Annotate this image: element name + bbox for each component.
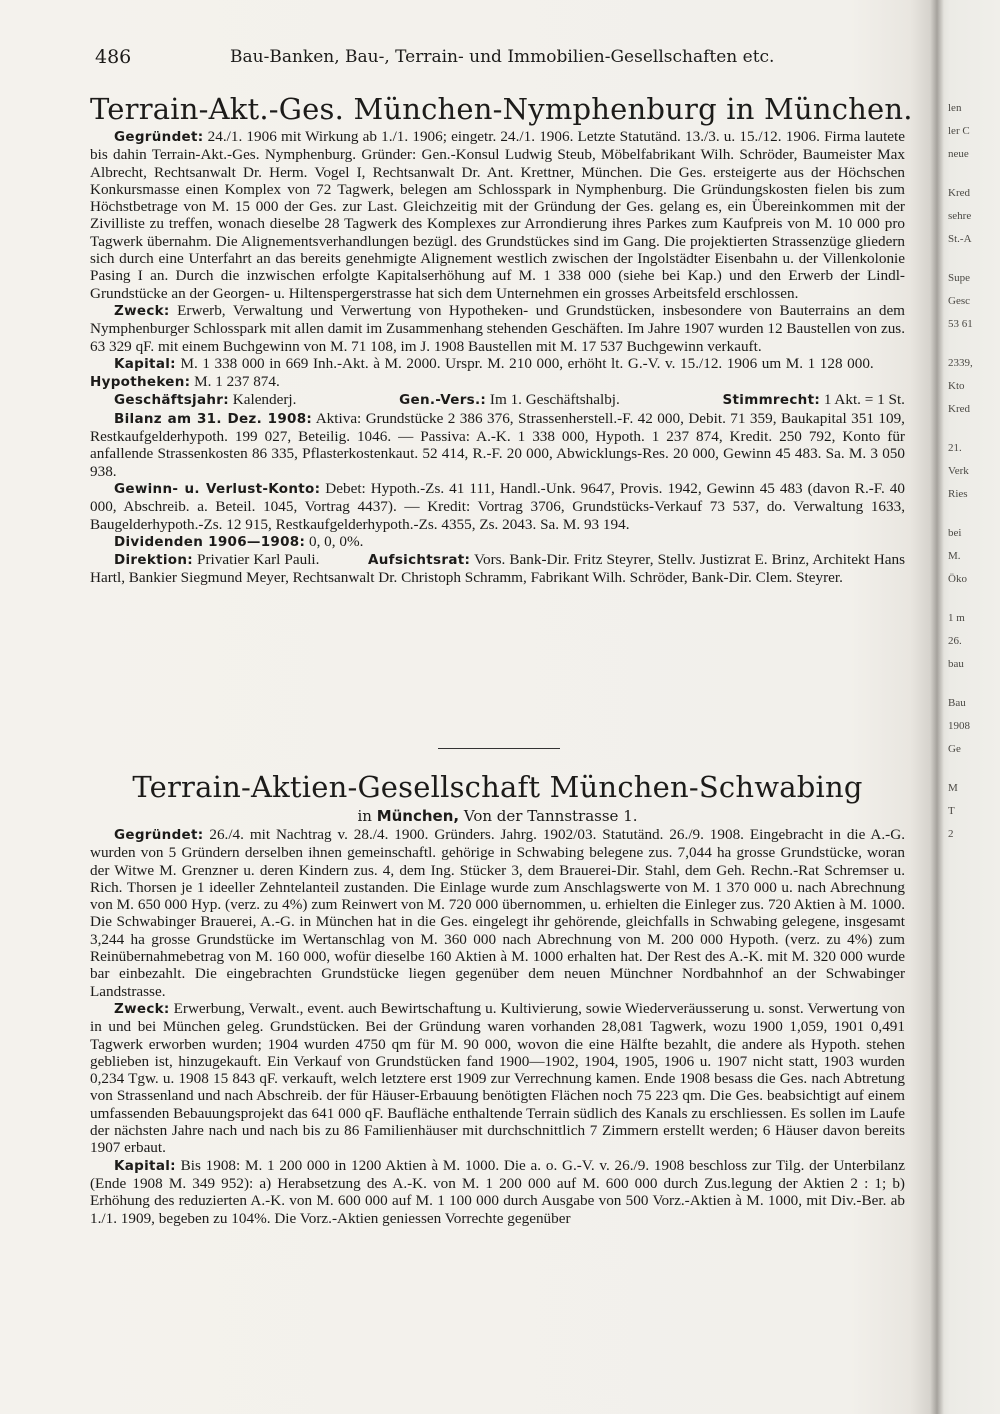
text-bilanz: Aktiva: Grundstücke 2 386 376, Strassenherstell.-F. 42 000, Debit. 71 359, Baukapital 351 109, Restkaufgelderhypoth. 199 027, Beteilig. 1046. — Passiva: A.-K. 1 338 000, Hypoth. 1 237 874, Kredit. 250 792, Konto für anfallende Strassenkosten 86 335, Pflasterkostenkaut. 52 414, R.-F. 20 000, Abwicklungs-Res. 20 000, Gewinn 45 483. Sa. M. 3 050 938. xyxy=(90,409,905,480)
adjacent-page-fragment: 2339, xyxy=(948,357,973,369)
adjacent-page-fragment: Ries xyxy=(948,488,968,500)
text-genvers: Im 1. Geschäftshalbj. xyxy=(489,391,620,409)
subtitle-prefix: in xyxy=(357,807,372,825)
label-zweck: Zweck: xyxy=(114,1000,170,1017)
text-zweck: Erwerbung, Verwalt., event. auch Bewirtschaftung u. Kultivierung, sowie Wiederveräusserung u. sonst. Verwertung von in und bei München geleg. Grundstücken. Bei der Gründung waren vorhanden 28,081 Tagwerk, wozu 1900 1,059, 1901 0,491 Tagwerk erworben wurden; 1904 wurden 4750 qm für M. 90 000, wovon die eine Hälfte bezahlt, die andere als Hypoth. stehen geblieben ist, hinzugekauft. Ein Verkauf von Grundstücken fand 1900—1902, 1904, 1905, 1906 u. 1907 nicht statt, 1903 wurden 0,234 Tgw. u. 1908 15 843 qF. verkauft, welch letztere erst 1909 zur Verrechnung kamen. Ende 1908 besass die Ges. nach Abtretung von Strassenland und nach Abschreib. der für Häuser-Erbauung benötigten Flächen noch 75 223 qm. Die Ges. beabsichtigt auf einem umfassenden Bebauungsprojekt das 641 000 qF. Baufläche enthaltende Terrain südlich des Kanals zu erschliessen. Es sollen im Laufe der nächsten Jahre nach und nach bis zu 86 Familienhäuser mit durchschnittlich 7 Zimmern erstellt werden; 6 Häuser davon bereits 1907 erbaut. xyxy=(90,999,906,1157)
label-bilanz: Bilanz am 31. Dez. 1908: xyxy=(114,410,313,427)
running-head: Bau-Banken, Bau-, Terrain- und Immobilien-Gesellschaften etc. xyxy=(230,47,775,67)
article-title: Terrain-Aktien-Gesellschaft München-Schwabing xyxy=(132,770,863,804)
geschaeftsjahr xyxy=(114,391,296,409)
article-title: Terrain-Akt.-Ges. München-Nymphenburg in München. xyxy=(90,92,913,126)
page-fold-shadow xyxy=(930,0,944,1414)
adjacent-page-fragment: Supe xyxy=(948,272,970,284)
section-kapital xyxy=(90,1157,905,1227)
label-aufsichtsrat: Aufsichtsrat: xyxy=(367,552,471,569)
subtitle-address: Von der Tannstrasse 1. xyxy=(463,807,638,825)
section-zweck xyxy=(90,302,905,355)
adjacent-page-fragment: ler C xyxy=(948,125,970,137)
adjacent-page-fragment: sehre xyxy=(948,210,972,222)
label-gegruendet: Gegründet: xyxy=(114,827,204,843)
section-meta-row xyxy=(90,391,905,409)
adjacent-page-fragment: M. xyxy=(948,550,961,562)
stimmrecht xyxy=(723,391,905,409)
adjacent-page-strip xyxy=(948,100,1000,1400)
section-kapital xyxy=(90,355,905,392)
label-gegruendet: Gegründet: xyxy=(114,129,204,145)
article-body xyxy=(90,826,905,1227)
genvers xyxy=(399,391,620,409)
section-gegruendet xyxy=(90,826,905,1000)
adjacent-page-fragment: Bau xyxy=(948,697,966,709)
label-genvers: Gen.-Vers.: xyxy=(399,392,487,409)
section-direktion xyxy=(90,551,905,587)
section-zweck xyxy=(90,1000,905,1157)
adjacent-page-fragment: 53 61 xyxy=(948,318,973,330)
label-stimmrecht: Stimmrecht: xyxy=(722,392,821,409)
section-separator xyxy=(438,748,560,749)
label-dividenden: Dividenden 1906—1908: xyxy=(114,533,306,550)
page-number: 486 xyxy=(95,46,132,68)
adjacent-page-fragment: Öko xyxy=(948,573,967,585)
article-body xyxy=(90,128,905,587)
subtitle-city: München, xyxy=(376,807,460,825)
adjacent-page-fragment: Gesc xyxy=(948,295,970,307)
adjacent-page-fragment: Kred xyxy=(948,187,970,199)
text-aufsichtsrat: Vors. Bank-Dir. Fritz Steyrer, Stellv. Justizrat E. Brinz, Architekt Hans Hartl, Bankier Siegmund Meyer, Rechtsanwalt Dr. Christoph Schramm, Fabrikant Wilh. Schröder, Bank-Dir. Clem. Steyrer. xyxy=(90,551,906,587)
adjacent-page-fragment: Ge xyxy=(948,743,961,755)
adjacent-page-fragment: len xyxy=(948,102,962,114)
article-schwabing xyxy=(90,768,905,1227)
label-kapital: Kapital: xyxy=(114,1157,176,1174)
text-gegruendet: 24./1. 1906 mit Wirkung ab 1./1. 1906; eingetr. 24./1. 1906. Letzte Statutänd. 13./3. u. 15./12. 1906. Firma lautete bis dahin Terrain-Akt.-Ges. Nymphenburg. Gründer: Gen.-Konsul Ludwig Steub, Möbelfabrikant Wilh. Schröder, Baumeister Max Albrecht, Rechtsanwalt Dr. Herm. Vogel I, Rechtsanwalt Dr. Ant. Krettner, München. Die Ges. ersteigerte aus der Höchschen Konkursmasse einen Komplex von 72 Tagwerk, belegen am Schlosspark in Nymphenburg. Die Gründungskosten fielen bis zum Höchstbetrage von M. 15 000 der Ges. zur Last. Gleichzeitig mit der Gründung der Ges. gelang es, ein Übereinkommen mit der Zivilliste zu treffen, wonach dieselbe 28 Tagwerk des Komplexes zur Arrondierung ihres Parkes zum Kaufpreis von M. 10 000 pro Tagwerk übernahm. Die Alignementsverhandlungen bezügl. des Grundstückes sind im Gang. Die projektierten Strassenzüge gliedern sich durch eine Unterfahrt an das bereits genehmigte Alignement westlich zwischen der Ingolstädter Eisenbahn u. der Villenkolonie Pasing I an. Durch die inzwischen erfolgte Kapitalserhöhung auf M. 1 338 000 (siehe bei Kap.) und den Erwerb der Lindl-Grundstücke an der Georgen- u. Hiltenspergerstrasse hat sich dem Unternehmen ein grosses Arbeitsfeld erschlossen. xyxy=(90,128,906,302)
text-gegruendet: 26./4. mit Nachtrag v. 28./4. 1900. Gründers. Jahrg. 1902/03. Statutänd. 26./9. 1908. Eingebracht in die A.-G. wurden von 5 Gründern derselben ihnen gemeinschaftl. gehörige in Schwabing belegene zus. 7,044 ha grosse Grundstücke, woran der Witwe M. Grenzner u. deren Kindern zus. 4, dem Ing. Stücker 3, dem Brauerei-Dir. Stahl, dem Geh. Rechn.-Rat Schremser u. Rich. Thorsen je 1 ideeller Zehntelanteil zustanden. Die Einlage wurde zum Anschlagswerte von M. 1 370 000 u. nach Abrechnung von M. 650 000 Hyp. (verz. zu 4%) zum Reinwert von M. 720 000 übernommen, u. erhielten die Einleger zus. 720 Aktien à M. 1000. Die Schwabinger Brauerei, A.-G. in München hat in die Ges. eingelegt ihr gehörende, gleichfalls in Schwabing gelegene, insgesamt 3,244 ha grosse Grundstücke im Wertanschlag von M. 360 000 nach Abrechnung von M. 200 000 Hypoth. (verz. zu 4%) zum Reinübernahmebetrag von M. 160 000, wofür dieselbe 160 Aktien à M. 1000 erhalten hat. Der Rest des A.-K. mit M. 320 000 wurde bar einbezahlt. Die eingebrachten Grundstücke liegen gegenüber dem neuen Münchner Nordbahnhof an der Schwabinger Landstrasse. xyxy=(90,826,906,1000)
section-dividenden xyxy=(90,533,905,551)
label-hypotheken: Hypotheken: xyxy=(90,374,191,391)
article-subtitle xyxy=(90,806,905,826)
adjacent-page-fragment: bau xyxy=(948,658,964,670)
text-dividenden: 0, 0, 0%. xyxy=(308,532,364,550)
adjacent-page-fragment: 1908 xyxy=(948,720,970,732)
text-stimmrecht: 1 Akt. = 1 St. xyxy=(823,391,905,409)
adjacent-page-fragment: bei xyxy=(948,527,962,539)
label-geschaeftsjahr: Geschäftsjahr: xyxy=(114,392,229,409)
text-guv: Debet: Hypoth.-Zs. 41 111, Handl.-Unk. 9647, Provis. 1942, Gewinn 45 483 (davon R.-F. 40 000, Abschreib. a. Beteil. 1045, Vortrag 4437). — Kredit: Vortrag 3706, Grundstücks-Verkauf 73 537, do. Verwaltung 1633, Baugelderhypoth.-Zs. 12 915, Restkaufgelderhypoth.-Zs. 4355, Zs. 2043. Sa. M. 93 194. xyxy=(90,479,905,533)
adjacent-page-fragment: Kred xyxy=(948,403,970,415)
label-direktion: Direktion: xyxy=(114,552,193,569)
text-hypotheken: M. 1 237 874. xyxy=(194,373,280,391)
adjacent-page-fragment: 21. xyxy=(948,442,962,454)
section-guv xyxy=(90,480,905,533)
article-nymphenburg xyxy=(90,90,913,587)
adjacent-page-fragment: Kto xyxy=(948,380,965,392)
adjacent-page-fragment: 2 xyxy=(948,828,954,840)
page-header xyxy=(95,42,915,72)
text-kapital: M. 1 338 000 in 669 Inh.-Akt. à M. 2000. Urspr. M. 210 000, erhöht lt. G.-V. v. 15./12. 1906 um M. 1 128 000. xyxy=(180,354,874,372)
text-zweck: Erwerb, Verwaltung und Verwertung von Hypotheken- und Grundstücken, insbesondere von Bauterrains an dem Nymphenburger Schlosspark mit allen damit im Zusammenhang stehenden Geschäften. Im Jahre 1907 wurden 12 Baustellen von zus. 63 329 qF. mit einem Buchgewinn von M. 71 108, im J. 1908 Baustellen mit M. 17 537 Buchgewinn verkauft. xyxy=(90,301,905,355)
text-kapital: Bis 1908: M. 1 200 000 in 1200 Aktien à M. 1000. Die a. o. G.-V. v. 26./9. 1908 beschloss zur Tilg. der Unterbilanz (Ende 1908 M. 349 952): a) Herabsetzung des A.-K. von M. 1 200 000 auf M. 600 000 durch Zus.legung der Aktien 2 : 1; b) Erhöhung des reduzierten A.-K. von M. 600 000 auf M. 1 100 000 durch Ausgabe von 500 Vorz.-Aktien à M. 1000, mit Div.-Ber. ab 1./1. 1909, begeben zu 104%. Die Vorz.-Aktien geniessen Vorrechte gegenüber xyxy=(90,1156,906,1227)
adjacent-page-fragment: 1 m xyxy=(948,612,965,624)
adjacent-page-fragment: M xyxy=(948,782,958,794)
adjacent-page-fragment: St.-A xyxy=(948,233,972,245)
text-direktion: Privatier Karl Pauli. xyxy=(197,551,320,569)
adjacent-page-fragment: 26. xyxy=(948,635,962,647)
text-geschaeftsjahr: Kalenderj. xyxy=(232,391,297,409)
label-zweck: Zweck: xyxy=(114,302,170,319)
adjacent-page-fragment: neue xyxy=(948,148,969,160)
section-bilanz xyxy=(90,410,905,480)
label-guv: Gewinn- u. Verlust-Konto: xyxy=(114,480,321,497)
label-kapital: Kapital: xyxy=(114,355,176,372)
adjacent-page-fragment: Verk xyxy=(948,465,969,477)
adjacent-page-fragment: T xyxy=(948,805,955,817)
section-gegruendet xyxy=(90,128,905,302)
